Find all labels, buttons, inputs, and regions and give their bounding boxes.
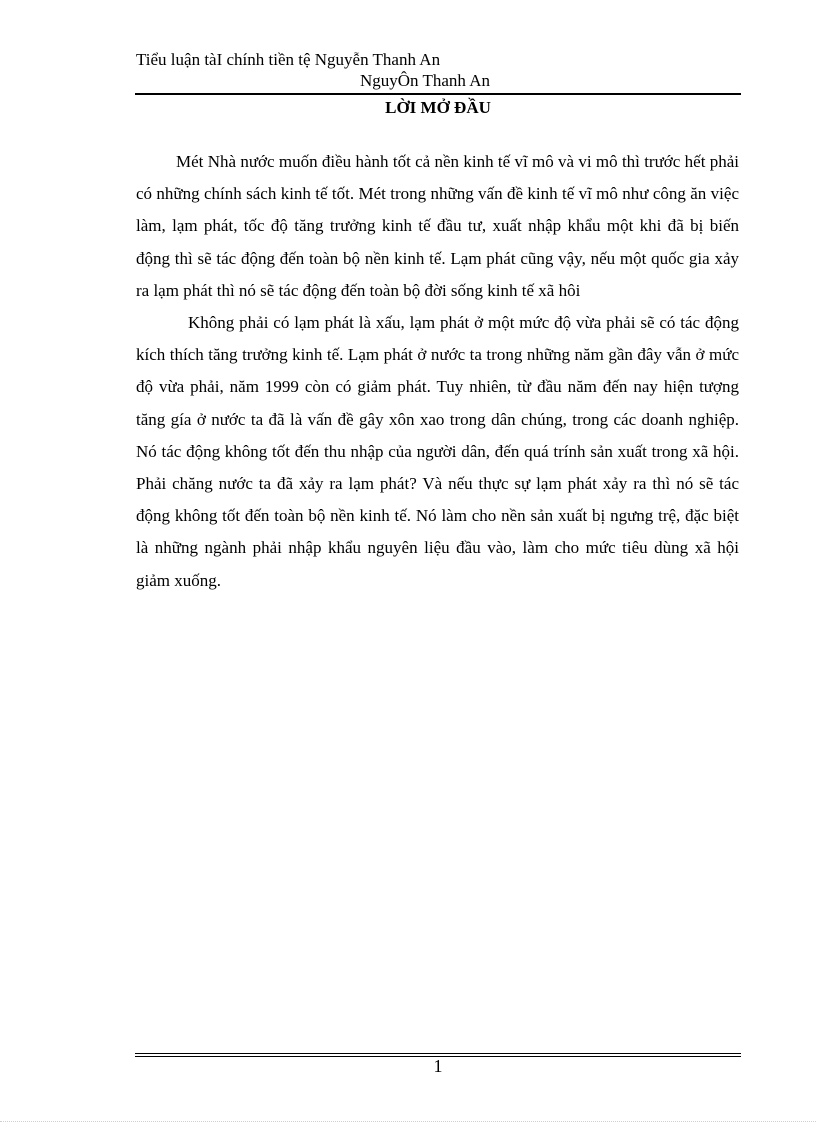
running-header-title: Tiểu luận tàI chính tiền tệ Nguyễn Thanh An [136, 50, 441, 69]
footer-divider [135, 1053, 741, 1054]
paragraph: Mét Nhà nước muốn điều hành tốt cả nền kinh tế vĩ mô và vi mô thì trước hết phải có những chính sách kinh tế tốt. Mét trong những vấn đề kinh tế vĩ mô như công ăn việc làm, lạm phát, tốc độ tăng trưởng kinh tế đầu tư, xuất nhập khẩu một khi đã bị biến động thì sẽ tác động đến toàn bộ nền kinh tế. Lạm phát cũng vậy, nếu một quốc gia xảy ra lạm phát thì nó sẽ tác động đến toàn bộ đời sống kinh tế xã hôi [136, 152, 739, 300]
page-title: LỜI MỞ ĐẦU [385, 98, 491, 117]
body-text [136, 146, 739, 597]
page-number: 1 [433, 1056, 443, 1076]
running-header-author: NguyÔn Thanh An [360, 71, 491, 90]
header-divider [135, 93, 741, 95]
page-edge-divider [0, 1121, 816, 1122]
paragraph: Không phải có lạm phát là xấu, lạm phát ở một mức độ vừa phải sẽ có tác động kích thích tăng trưởng kinh tế. Lạm phát ở nước ta trong những năm gần đây vẫn ở mức độ vừa phải, năm 1999 còn có giảm phát. Tuy nhiên, từ đầu năm đến nay hiện tượng tăng gía ở nước ta đã là vấn đề gây xôn xao trong dân chúng, trong các doanh nghiệp. Nó tác động không tốt đến thu nhập của người dân, đến quá trính sản xuất trong xã hội. Phải chăng nước ta đã xảy ra lạm phát? Và nếu thực sự lạm phát xảy ra thì nó sẽ tác động không tốt đến toàn bộ nền kinh tế. Nó làm cho nền sản xuất bị ngưng trệ, đặc biệt là những ngành phải nhập khẩu nguyên liệu đầu vào, làm cho mức tiêu dùng xã hội giảm xuống. [136, 313, 739, 590]
